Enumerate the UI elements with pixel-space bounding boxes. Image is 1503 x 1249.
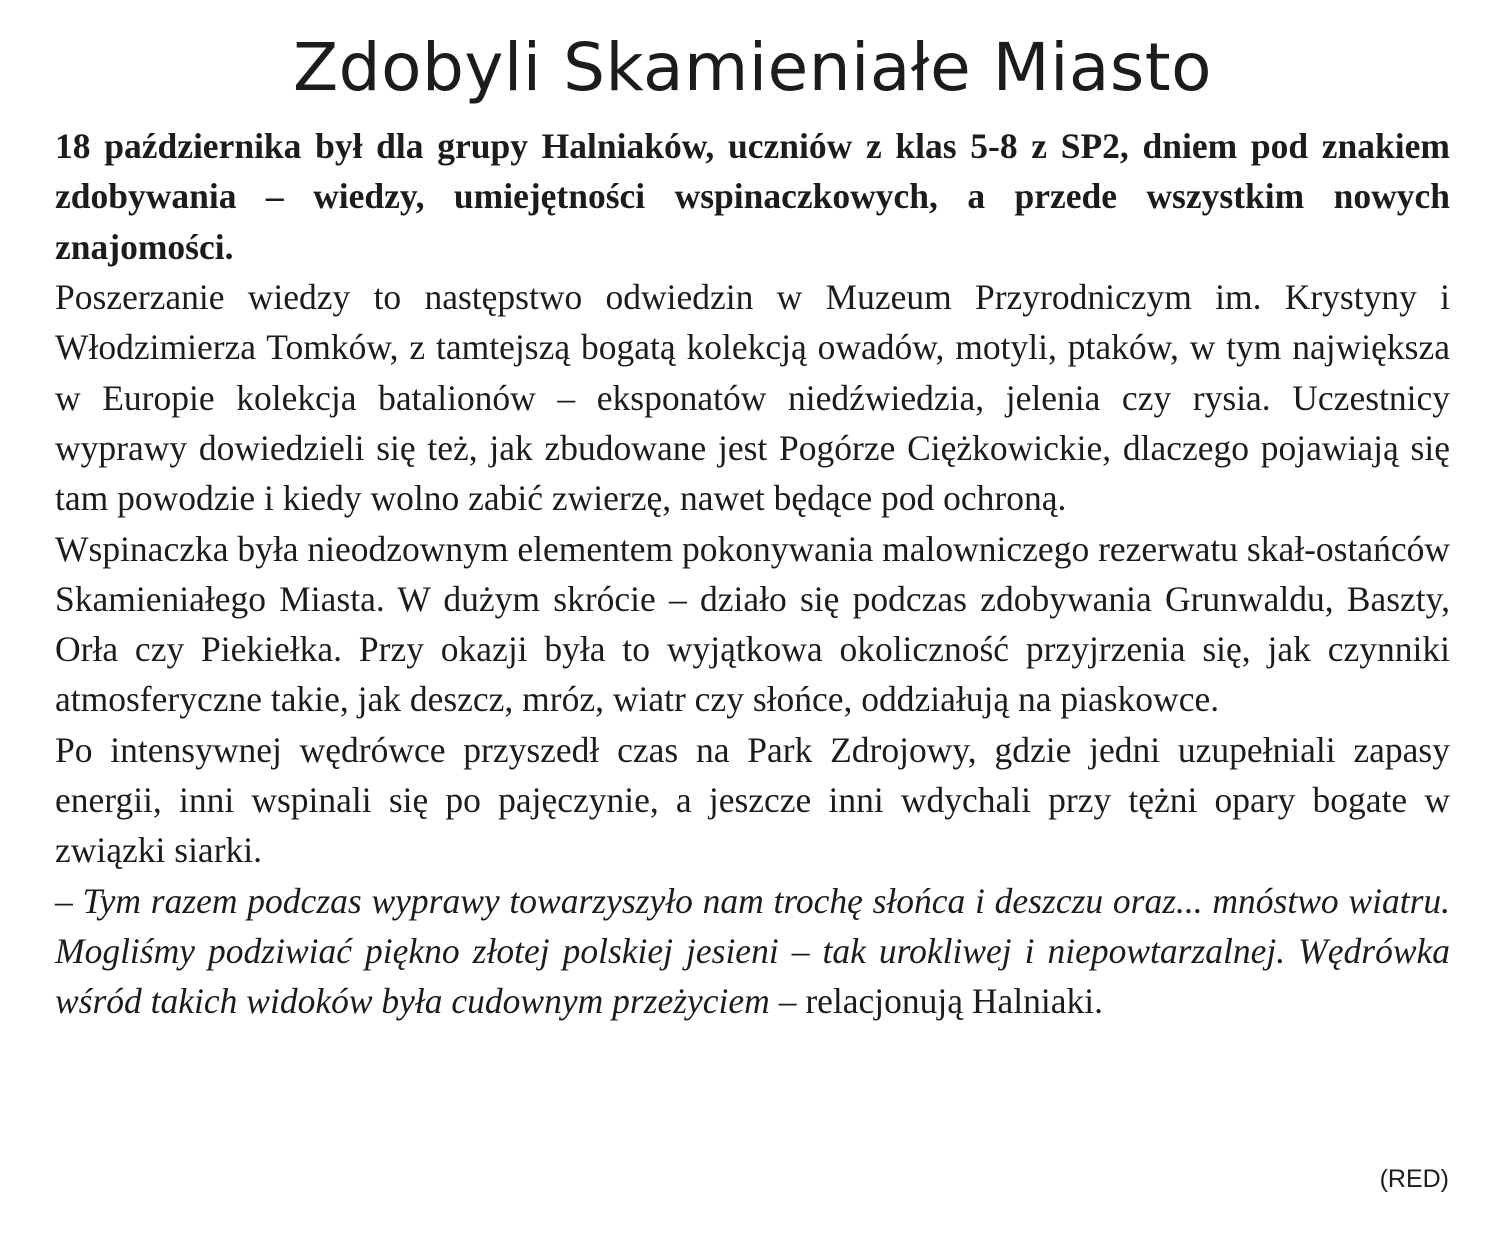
article-quote bbox=[55, 876, 1450, 1027]
article-paragraph: Po intensywnej wędrówce przyszedł czas na Park Zdrojowy, gdzie jedni uzupełniali zapasy energii, inni wspinali się po pajęczynie, a jeszcze inni wdychali przy tężni opary bogate w związki siarki. bbox=[55, 729, 1450, 871]
author-signature: (RED) bbox=[1379, 1165, 1449, 1193]
article-title: Zdobyli Skamieniałe Miasto bbox=[292, 29, 1213, 106]
quote-text: Tym razem podczas wyprawy towarzyszyło nam trochę słońca i deszczu oraz... mnóstwo wiatru. Mogliśmy podziwiać piękno złotej polskiej jesieni – tak urokliwej i niepowtarzalnej. Wędrówka wśród takich widoków była cudownym przeżyciem bbox=[55, 880, 1451, 1022]
article-paragraph: Poszerzanie wiedzy to następstwo odwiedzin w Muzeum Przyrodniczym im. Krystyny i Włodzimierza Tomków, z tamtejszą bogatą kolekcją owadów, motyli, ptaków, w tym największa w Europie kolekcja batalionów – eksponatów niedźwiedzia, jelenia czy rysia. Uczestnicy wyprawy dowiedzieli się też, jak zbudowane jest Pogórze Ciężkowickie, dlaczego pojawiają się tam powodzie i kiedy wolno zabić zwierzę, nawet będące pod ochroną. bbox=[55, 277, 1450, 519]
quote-dash: – bbox=[55, 880, 83, 921]
article bbox=[55, 28, 1450, 1027]
article-paragraph: Wspinaczka była nieodzownym elementem pokonywania malowniczego rezerwatu skał-ostańców Skamieniałego Miasta. W dużym skrócie – działo się podczas zdobywania Grunwaldu, Baszty, Orła czy Piekiełka. Przy okazji była to wyjątkowa okoliczność przyjrzenia się, jak czynniki atmosferyczne takie, jak deszcz, mróz, wiatr czy słońce, oddziałują na piaskowce. bbox=[55, 528, 1450, 720]
quote-attribution: – relacjonują Halniaki. bbox=[769, 981, 1104, 1022]
article-lead: 18 października był dla grupy Halniaków, uczniów z klas 5-8 z SP2, dniem pod znakiem zdobywania – wiedzy, umiejętności wspinaczkowych, a przede wszystkim nowych znajomości. bbox=[55, 126, 1450, 267]
